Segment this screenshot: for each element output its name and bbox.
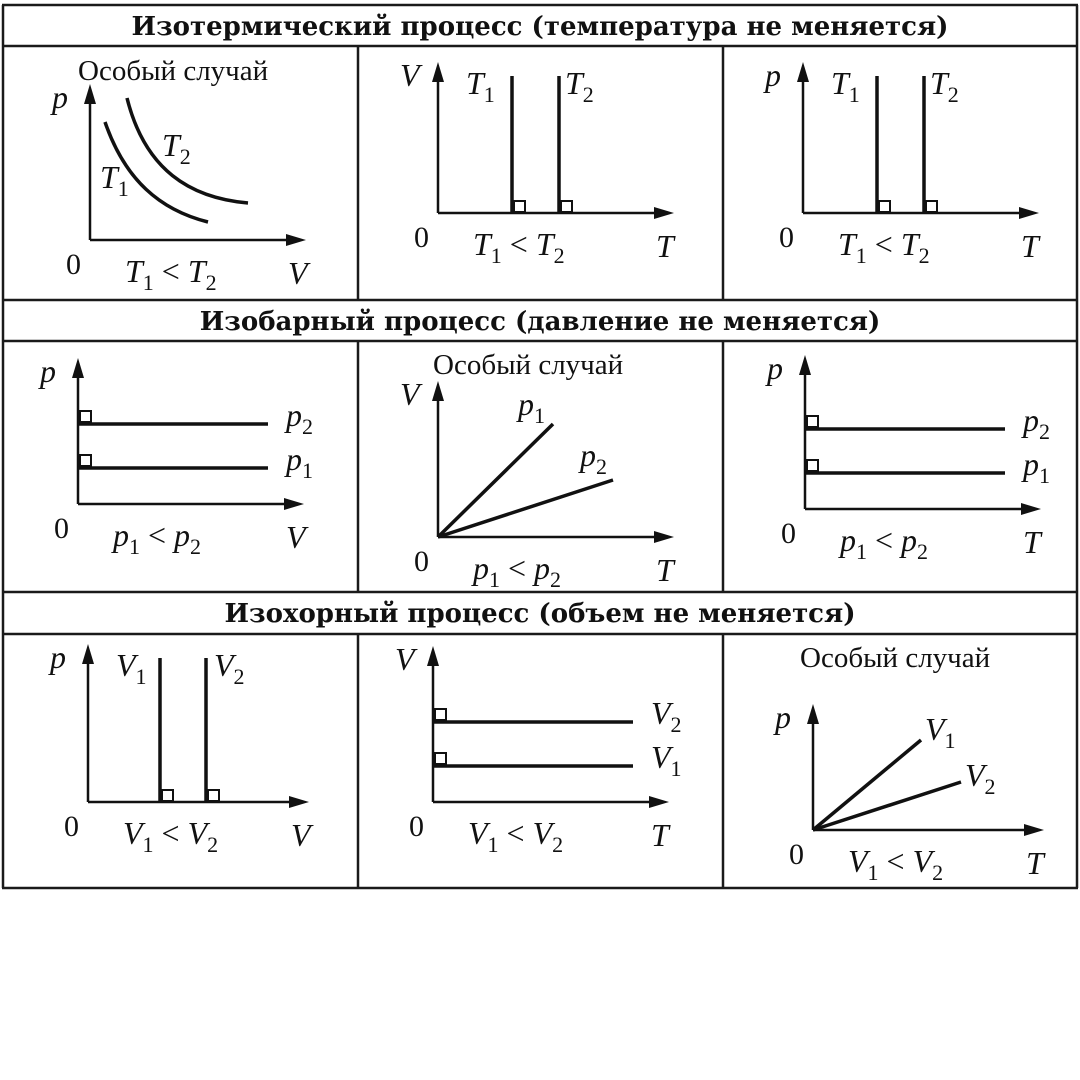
isotherm-curve-t1 xyxy=(105,122,208,222)
horizontal-line-label-2-subscript: 1 xyxy=(302,458,313,483)
vertical-line-label-2 xyxy=(214,647,245,689)
horizontal-line-label-1-subscript: 2 xyxy=(670,712,682,737)
horizontal-line-label-2-symbol: V xyxy=(651,739,671,775)
graph-1-0-canvas xyxy=(3,341,358,592)
x-axis-label: V xyxy=(286,519,306,555)
origin-label: 0 xyxy=(66,248,81,281)
graph-0-0 xyxy=(3,46,358,300)
graph-0-0-canvas xyxy=(3,46,358,300)
y-axis-arrow-icon xyxy=(84,84,96,104)
condition-label-a: T xyxy=(125,253,143,289)
condition-label-a-sub: 1 xyxy=(129,534,140,559)
section-title-isochoric: Изохорный процесс (объем не меняется) xyxy=(224,599,856,629)
graph-0-1 xyxy=(358,46,723,300)
x-axis-label: T xyxy=(1026,845,1044,881)
horizontal-line-label-2-subscript: 1 xyxy=(1039,463,1050,488)
vertical-line-label-1 xyxy=(116,647,147,689)
y-axis-label: V xyxy=(400,57,420,93)
horizontal-line-label-1 xyxy=(284,397,313,439)
condition-label-a: p xyxy=(473,550,489,586)
right-angle-mark-1 xyxy=(807,416,818,427)
condition-label-b-sub: 2 xyxy=(918,243,930,268)
vertical-line-label-2-subscript: 2 xyxy=(947,82,959,107)
y-axis-arrow-icon xyxy=(432,62,444,82)
condition-label-a-sub: 1 xyxy=(489,567,500,592)
condition-label-op: < xyxy=(153,253,188,289)
right-angle-mark-2 xyxy=(926,201,937,212)
graph-2-1-canvas xyxy=(358,634,723,888)
origin-label: 0 xyxy=(781,517,796,550)
curve-label-t1-symbol: T xyxy=(100,159,118,195)
special-case-label: Особый случай xyxy=(800,642,991,674)
x-axis-label: T xyxy=(656,552,674,588)
vertical-line-label-1-subscript: 1 xyxy=(483,82,495,107)
graph-1-1 xyxy=(358,341,723,592)
origin-label: 0 xyxy=(54,512,69,545)
y-axis-arrow-icon xyxy=(427,646,439,666)
x-axis-label: V xyxy=(291,817,311,853)
vertical-line-label-2-symbol: V xyxy=(214,647,234,683)
condition-label xyxy=(848,843,943,885)
graph-0-2 xyxy=(723,46,1077,300)
curve-label-t2-symbol: T xyxy=(162,127,180,163)
x-axis-arrow-icon xyxy=(289,796,309,808)
horizontal-line-label-1-symbol: p xyxy=(1023,402,1039,438)
vertical-line-label-2-subscript: 2 xyxy=(233,664,245,689)
condition-label-b: p xyxy=(534,550,551,586)
right-angle-mark-2 xyxy=(80,455,91,466)
condition-label xyxy=(125,253,217,295)
origin-label: 0 xyxy=(789,838,804,871)
y-axis-arrow-icon xyxy=(797,62,809,82)
horizontal-line-label-1 xyxy=(651,695,682,737)
condition-label-b-sub: 2 xyxy=(550,567,562,592)
condition-label-b-sub: 2 xyxy=(917,539,929,564)
condition-label-b: T xyxy=(187,253,206,289)
x-axis-label: T xyxy=(1023,524,1041,560)
x-axis-label: T xyxy=(651,817,669,853)
right-angle-mark-2 xyxy=(807,460,818,471)
x-axis-arrow-icon xyxy=(284,498,304,510)
condition-label-op: < xyxy=(500,550,535,586)
right-angle-mark-1 xyxy=(879,201,890,212)
origin-label: 0 xyxy=(64,810,79,843)
ray-line-2 xyxy=(438,480,613,537)
graph-0-1-canvas xyxy=(358,46,723,300)
condition-label-b: p xyxy=(174,517,191,553)
graph-2-0 xyxy=(3,634,358,888)
horizontal-line-label-2-symbol: p xyxy=(286,441,302,477)
vertical-line-label-2-subscript: 2 xyxy=(582,82,594,107)
condition-label-b: T xyxy=(900,226,919,262)
ray-label-2-subscript: 2 xyxy=(984,774,996,799)
condition-label-a: T xyxy=(473,226,491,262)
ray-label-2-symbol: V xyxy=(965,757,985,793)
condition-label xyxy=(838,522,928,564)
section-title-isothermal: Изотермический процесс (температура не меняется) xyxy=(131,12,949,42)
condition-label-a: V xyxy=(848,843,868,879)
y-axis-label: V xyxy=(400,376,420,412)
horizontal-line-label-2-symbol: p xyxy=(1023,446,1039,482)
condition-label-op: < xyxy=(501,226,536,262)
condition-label-op: < xyxy=(153,815,188,851)
graph-2-0-canvas xyxy=(3,634,358,888)
condition-label xyxy=(471,550,561,592)
condition-label-a: V xyxy=(468,815,488,851)
y-axis-label: V xyxy=(395,641,415,677)
right-angle-mark-1 xyxy=(435,709,446,720)
curve-label-t2 xyxy=(162,127,191,169)
section-title-isobaric: Изобарный процесс (давление не меняется) xyxy=(199,307,881,337)
vertical-line-label-2-symbol: T xyxy=(565,65,583,101)
right-angle-mark-2 xyxy=(435,753,446,764)
graph-2-2 xyxy=(723,634,1077,888)
ray-label-1-subscript: 1 xyxy=(534,403,545,428)
condition-label xyxy=(123,815,218,857)
ray-label-1-subscript: 1 xyxy=(944,728,956,753)
condition-label-b-sub: 2 xyxy=(552,832,564,857)
horizontal-line-label-1-subscript: 2 xyxy=(1039,419,1050,444)
condition-label-a-sub: 1 xyxy=(867,860,879,885)
vertical-line-label-2-symbol: T xyxy=(930,65,948,101)
y-axis-arrow-icon xyxy=(799,355,811,375)
horizontal-line-label-1 xyxy=(1021,402,1050,444)
condition-label-b: V xyxy=(187,815,208,851)
vertical-line-label-1-symbol: T xyxy=(831,65,849,101)
ray-label-1-symbol: V xyxy=(925,711,945,747)
condition-label-a-sub: 1 xyxy=(855,243,867,268)
y-axis-arrow-icon xyxy=(82,644,94,664)
y-axis-label: p xyxy=(767,350,783,386)
condition-label-op: < xyxy=(140,517,175,553)
origin-label: 0 xyxy=(414,221,429,254)
ray-label-2-subscript: 2 xyxy=(596,454,607,479)
horizontal-line-label-1-symbol: p xyxy=(286,397,302,433)
condition-label-a-sub: 1 xyxy=(487,832,499,857)
right-angle-mark-1 xyxy=(514,201,525,212)
condition-label-b: V xyxy=(532,815,553,851)
ray-line-2 xyxy=(813,782,961,830)
y-axis-label: p xyxy=(52,79,68,115)
origin-label: 0 xyxy=(414,545,429,578)
graph-0-2-canvas xyxy=(723,46,1077,300)
condition-label-b-sub: 2 xyxy=(553,243,565,268)
condition-label xyxy=(473,226,565,268)
ray-label-1 xyxy=(516,386,545,428)
horizontal-line-label-2 xyxy=(651,739,682,781)
condition-label-b-sub: 2 xyxy=(932,860,944,885)
x-axis-arrow-icon xyxy=(654,531,674,543)
condition-label-a: p xyxy=(113,517,129,553)
vertical-line-label-1 xyxy=(466,65,495,107)
y-axis-label: p xyxy=(775,699,791,735)
vertical-line-label-2 xyxy=(565,65,594,107)
condition-label xyxy=(838,226,930,268)
y-axis-arrow-icon xyxy=(432,381,444,401)
graph-1-2-canvas xyxy=(723,341,1077,592)
x-axis-arrow-icon xyxy=(286,234,306,246)
origin-label: 0 xyxy=(409,810,424,843)
curve-label-t1-subscript: 1 xyxy=(117,176,129,201)
graph-1-2 xyxy=(723,341,1077,592)
horizontal-line-label-1-symbol: V xyxy=(651,695,671,731)
condition-label-b: p xyxy=(901,522,918,558)
x-axis-arrow-icon xyxy=(649,796,669,808)
special-case-label: Особый случай xyxy=(78,55,269,87)
condition-label-op: < xyxy=(866,226,901,262)
graph-1-1-canvas xyxy=(358,341,723,592)
condition-label-b-sub: 2 xyxy=(207,832,219,857)
x-axis-arrow-icon xyxy=(1021,503,1041,515)
condition-label-b: T xyxy=(535,226,554,262)
condition-label xyxy=(111,517,201,559)
right-angle-mark-2 xyxy=(561,201,572,212)
right-angle-mark-1 xyxy=(162,790,173,801)
condition-label-op: < xyxy=(498,815,533,851)
condition-label-b-sub: 2 xyxy=(190,534,202,559)
y-axis-label: p xyxy=(50,639,66,675)
x-axis-arrow-icon xyxy=(1019,207,1039,219)
x-axis-label: T xyxy=(656,228,674,264)
graph-2-1 xyxy=(358,634,723,888)
condition-label-a: p xyxy=(840,522,856,558)
ray-line-1 xyxy=(813,740,921,830)
horizontal-line-label-2 xyxy=(284,441,313,483)
y-axis-label: p xyxy=(765,57,781,93)
condition-label-a: T xyxy=(838,226,856,262)
curve-label-t2-subscript: 2 xyxy=(179,144,191,169)
horizontal-line-label-2-subscript: 1 xyxy=(670,756,682,781)
vertical-line-label-1 xyxy=(831,65,860,107)
condition-label-op: < xyxy=(867,522,902,558)
condition-label xyxy=(468,815,563,857)
condition-label-a-sub: 1 xyxy=(142,270,154,295)
ray-label-2 xyxy=(578,437,607,479)
condition-label-b: V xyxy=(912,843,933,879)
x-axis-arrow-icon xyxy=(654,207,674,219)
special-case-label: Особый случай xyxy=(433,349,624,381)
horizontal-line-label-1-subscript: 2 xyxy=(302,414,313,439)
condition-label-b-sub: 2 xyxy=(205,270,217,295)
ray-label-1 xyxy=(925,711,956,753)
vertical-line-label-2 xyxy=(930,65,959,107)
ray-label-2-symbol: p xyxy=(580,437,596,473)
condition-label-a-sub: 1 xyxy=(856,539,867,564)
condition-label-a-sub: 1 xyxy=(490,243,502,268)
x-axis-label: T xyxy=(1021,228,1039,264)
y-axis-arrow-icon xyxy=(72,358,84,378)
ray-label-2 xyxy=(965,757,996,799)
right-angle-mark-2 xyxy=(208,790,219,801)
vertical-line-label-1-subscript: 1 xyxy=(848,82,860,107)
right-angle-mark-1 xyxy=(80,411,91,422)
x-axis-arrow-icon xyxy=(1024,824,1044,836)
x-axis-label: V xyxy=(288,255,308,291)
horizontal-line-label-2 xyxy=(1021,446,1050,488)
condition-label-op: < xyxy=(878,843,913,879)
origin-label: 0 xyxy=(779,221,794,254)
vertical-line-label-1-symbol: V xyxy=(116,647,136,683)
y-axis-label: p xyxy=(40,353,56,389)
vertical-line-label-1-symbol: T xyxy=(466,65,484,101)
vertical-line-label-1-subscript: 1 xyxy=(135,664,147,689)
graph-2-2-canvas xyxy=(723,634,1077,888)
y-axis-arrow-icon xyxy=(807,704,819,724)
condition-label-a: V xyxy=(123,815,143,851)
graph-1-0 xyxy=(3,341,358,592)
condition-label-a-sub: 1 xyxy=(142,832,154,857)
ray-label-1-symbol: p xyxy=(518,386,534,422)
